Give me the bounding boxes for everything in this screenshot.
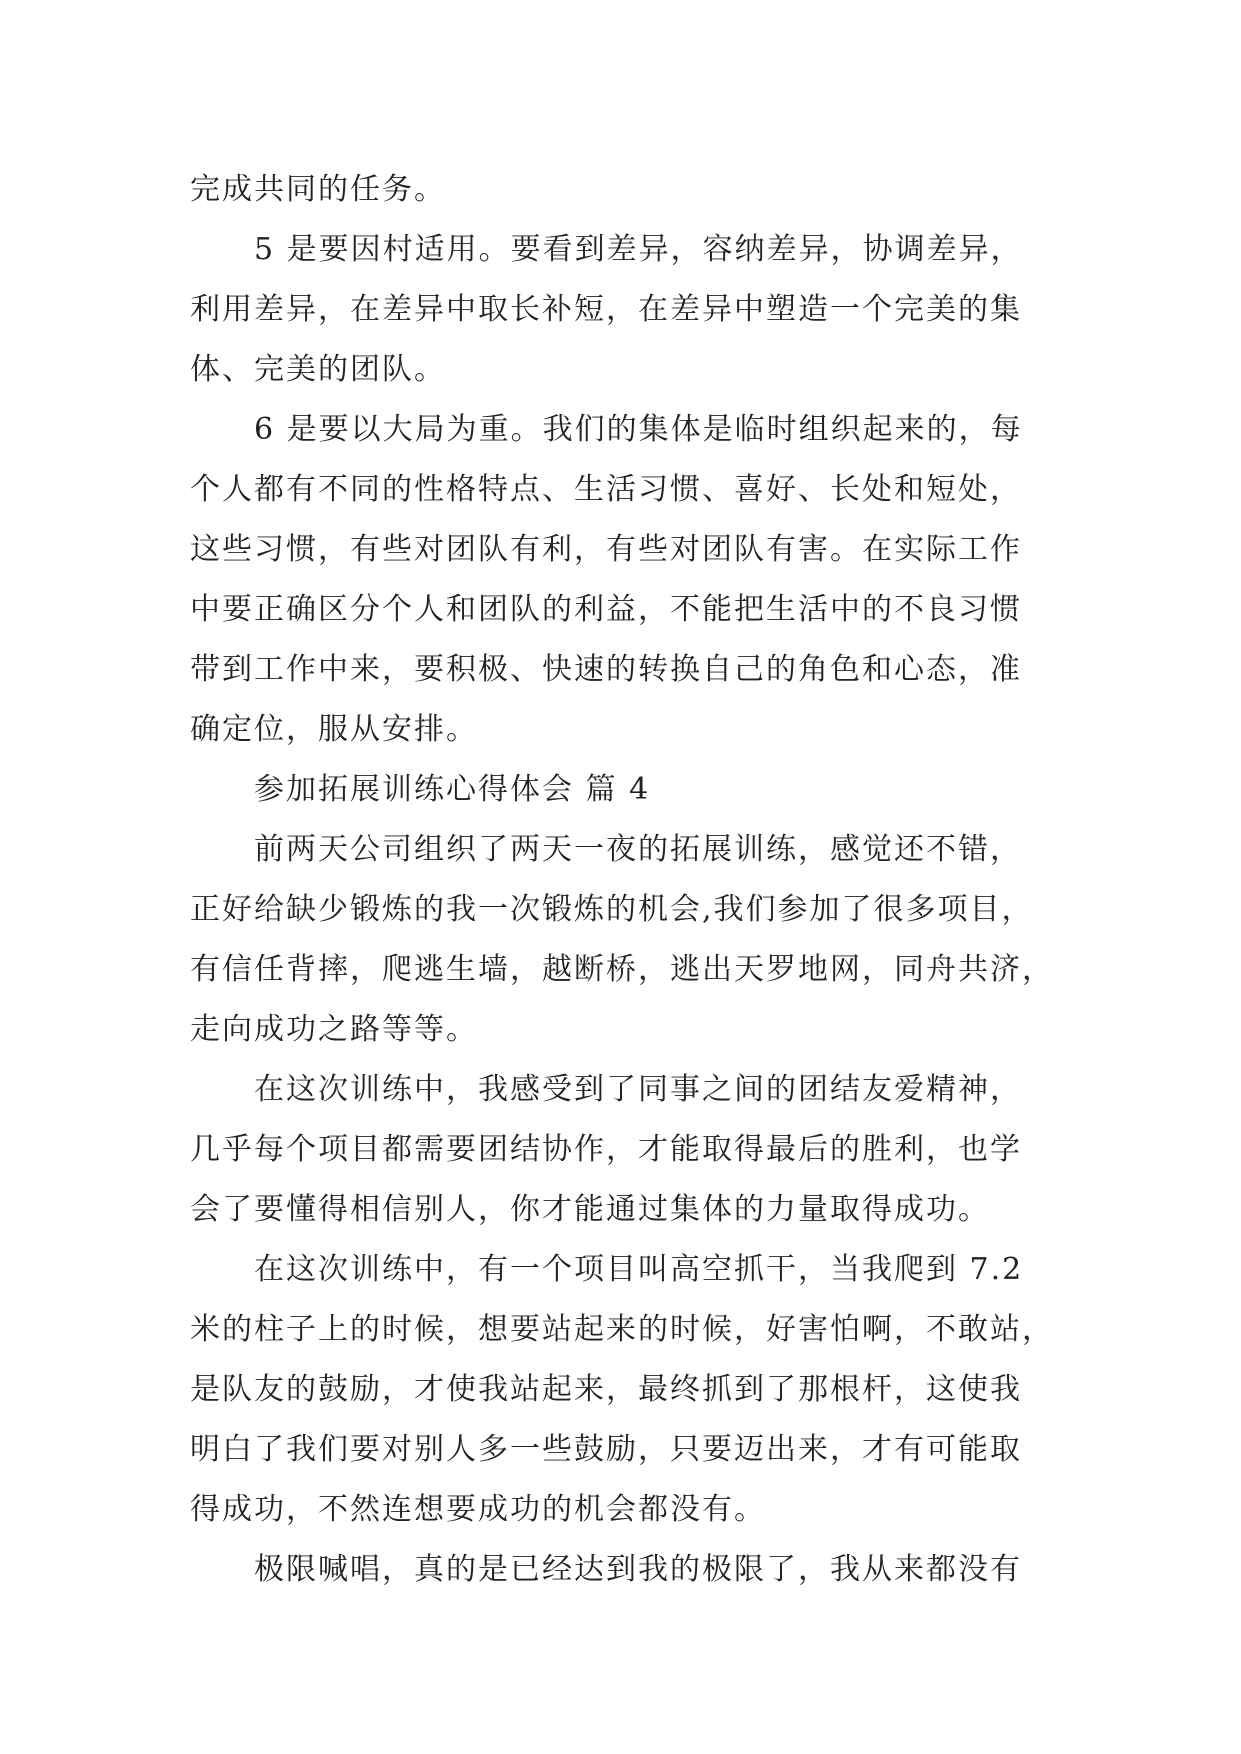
paragraph-start-line: 前两天公司组织了两天一夜的拓展训练，感觉还不错， [254, 832, 1022, 867]
text-line: 有信任背摔，爬逃生墙，越断桥，逃出天罗地网，同舟共济， [190, 952, 1054, 987]
text-line: 这些习惯，有些对团队有利，有些对团队有害。在实际工作 [190, 532, 1022, 567]
text-line: 完成共同的任务。 [190, 172, 446, 207]
paragraph-start-line: 5 是要因村适用。要看到差异，容纳差异，协调差异， [254, 232, 1023, 267]
text-line: 明白了我们要对别人多一些鼓励，只要迈出来，才有可能取 [190, 1432, 1022, 1467]
paragraph-start-line: 在这次训练中，有一个项目叫高空抓干，当我爬到 7.2 [254, 1252, 1024, 1287]
paragraph-start-line: 极限喊唱，真的是已经达到我的极限了，我从来都没有 [254, 1552, 1022, 1587]
text-line: 米的柱子上的时候，想要站起来的时候，好害怕啊，不敢站， [190, 1312, 1054, 1347]
text-line: 个人都有不同的性格特点、生活习惯、喜好、长处和短处， [190, 472, 1022, 507]
text-line: 走向成功之路等等。 [190, 1012, 478, 1047]
text-line: 是队友的鼓励，才使我站起来，最终抓到了那根杆，这使我 [190, 1372, 1022, 1407]
section-heading: 参加拓展训练心得体会 篇 4 [254, 772, 651, 807]
text-line: 体、完美的团队。 [190, 352, 446, 387]
text-line: 几乎每个项目都需要团结协作，才能取得最后的胜利，也学 [190, 1132, 1022, 1167]
paragraph-start-line: 在这次训练中，我感受到了同事之间的团结友爱精神， [254, 1072, 1022, 1107]
text-line: 会了要懂得相信别人，你才能通过集体的力量取得成功。 [190, 1192, 990, 1227]
text-line: 利用差异，在差异中取长补短，在差异中塑造一个完美的集 [190, 292, 1022, 327]
text-line: 带到工作中来，要积极、快速的转换自己的角色和心态，准 [190, 652, 1022, 687]
document-body [190, 160, 1054, 1600]
text-line: 得成功，不然连想要成功的机会都没有。 [190, 1492, 766, 1527]
text-line: 中要正确区分个人和团队的利益，不能把生活中的不良习惯 [190, 592, 1022, 627]
paragraph-start-line: 6 是要以大局为重。我们的集体是临时组织起来的，每 [254, 412, 1023, 447]
text-line: 确定位，服从安排。 [190, 712, 478, 747]
text-line: 正好给缺少锻炼的我一次锻炼的机会,我们参加了很多项目， [190, 892, 1034, 927]
